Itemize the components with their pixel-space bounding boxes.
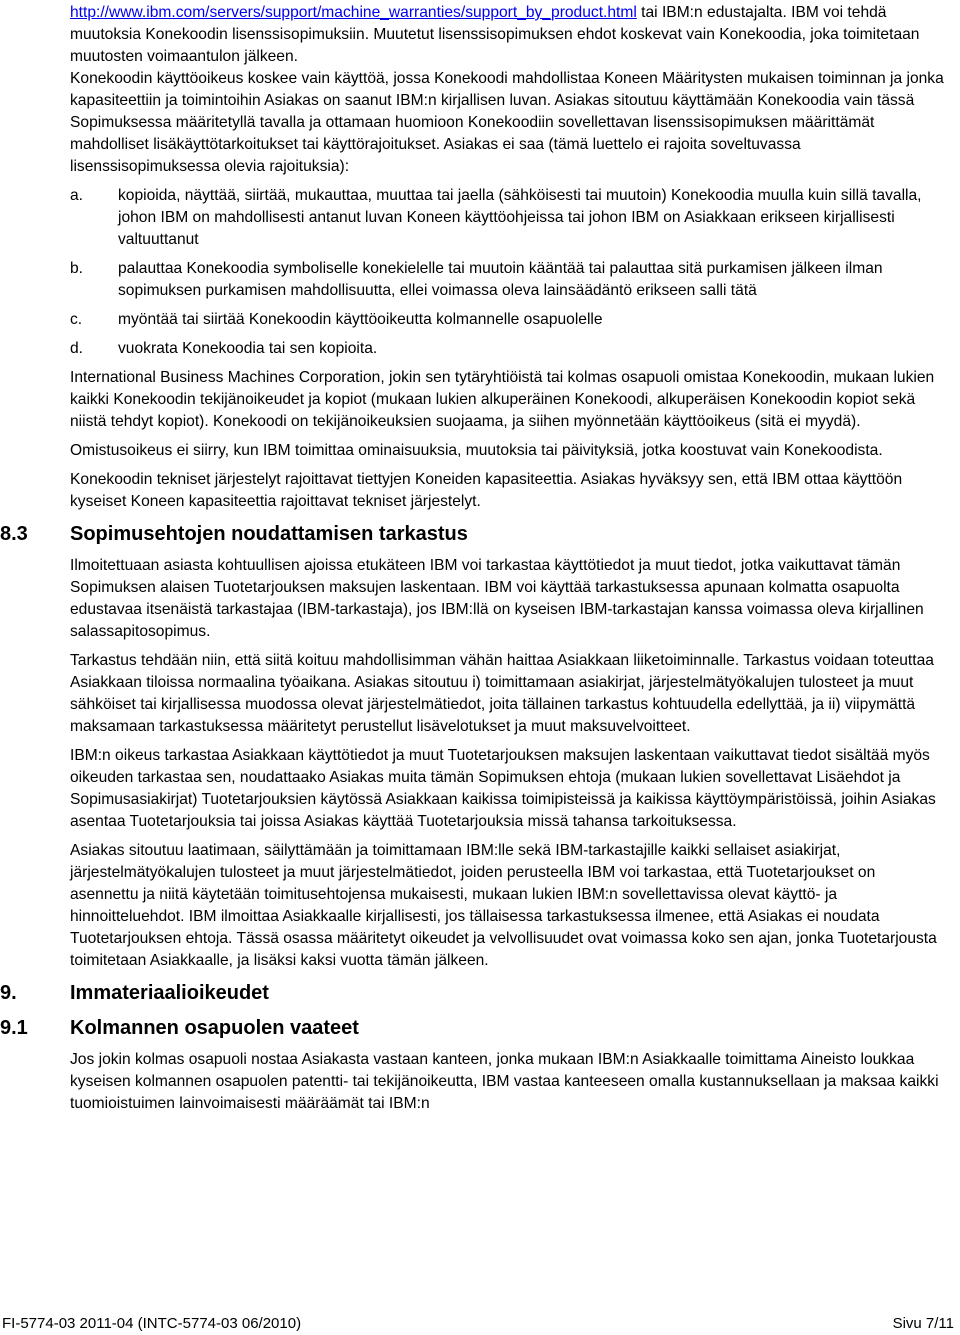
ownership-paragraph: International Business Machines Corporation, jokin sen tytäryhtiöistä tai kolmas osapuoli omistaa Konekoodin, mukaan lukien kaikki Konekoodin tekijänoikeudet ja kopiot (mukaan lukien alkuperäinen Konekoodi, alkuperäisen Konekoodin kopiot sekä niistä tehdyt kopiot). Konekoodi on tekijänoikeuksien suojaama, ja siihen myönnetään käyttöoikeus (sitä ei myydä). <box>70 369 935 430</box>
usage-paragraph: Konekoodin käyttöoikeus koskee vain käyttöä, jossa Konekoodi mahdollistaa Koneen Määritysten mukaisen toiminnan ja jonka kapasiteettiin ja toimintoihin Asiakas on saanut IBM:n kirjallisen luvan. Asiakas sitoutuu käyttämään Konekoodia vain tässä Sopimuksessa määritetyllä tavalla ja ottamaan huomioon Konekoodiin sovellettavan lisenssisopimuksen määrittämät mahdolliset lisäkäyttötarkoitukset tai käyttörajoitukset. Asiakas ei saa (tämä luettelo ei rajoita soveltuvassa lisenssisopimuksessa olevia rajoituksia): <box>70 70 944 175</box>
list-marker: c. <box>70 311 83 328</box>
audit-paragraph: Asiakas sitoutuu laatimaan, säilyttämään ja toimittamaan IBM:lle sekä IBM-tarkastajille kaikki sellaiset asiakirjat, järjestelmätyökalujen tulosteet ja muut järjestelmätiedot, joiden perusteella IBM voi tarkastaa, että Tuotetarjoukset on asennettu ja niitä käytetään toimitusehtojensa mukaisesti, mukaan lukien IBM:n sovellettavissa olevat käyttö- ja hinnoitteluehdot. IBM ilmoittaa Asiakkaalle kirjallisesti, jos tällaisessa tarkastuksessa ilmenee, että Asiakas ei noudata Tuotetarjouksen ehtoja. Tässä osassa määritetyt oikeudet ja velvollisuudet ovat voimassa koko sen ajan, jonka Tuotetarjousta toimitetaan Asiakkaalle, ja lisäksi kaksi vuotta tämän jälkeen. <box>70 842 937 969</box>
list-item-text: myöntää tai siirtää Konekoodin käyttöoikeutta kolmannelle osapuolelle <box>118 311 603 328</box>
page-number: Sivu 7/11 <box>892 1315 954 1332</box>
intro-text: tai IBM:n edustajalta. IBM voi tehdä muutoksia Konekoodin lisenssisopimuksiin. Muutetut lisenssisopimuksen ehdot koskevat vain Konekoodia, joka toimitetaan muutosten voimaantulon jälkeen. <box>70 4 920 65</box>
audit-paragraph: Ilmoitettuaan asiasta kohtuullisen ajoissa etukäteen IBM voi tarkastaa käyttötiedot ja muut tiedot, jotka vaikuttavat tämän Sopimuksen alaisen Tuotetarjouksen maksujen laskentaan. IBM voi käyttää tarkastuksessa apunaan kolmatta osapuolta edustavaa itsenäistä tarkastajaa (IBM-tarkastaja), jos IBM:llä on kyseisen IBM-tarkastajan kanssa voimassa oleva kirjallinen salassapitosopimus. <box>70 557 924 640</box>
section-title: Kolmannen osapuolen vaateet <box>70 1017 359 1039</box>
audit-paragraph: IBM:n oikeus tarkastaa Asiakkaan käyttötiedot ja muut Tuotetarjouksen maksujen laskentaan vaikuttavat tiedot sisältää myös oikeuden tarkastaa sen, noudattaako Asiakas muita tämän Sopimuksen ehtoja (mukaan lukien sovellettavat Lisäehdot ja Sopimusasiakirjat) Tuotetarjouksien käytössä Asiakkaan kaikissa toimipisteissä ja kaikissa käyttöympäristöissä, joihin Asiakas asentaa Tuotetarjouksia tai joissa Asiakas käyttää Tuotetarjouksia missä tahansa tarkoituksessa. <box>70 747 936 830</box>
section-heading-8-3 <box>0 520 948 548</box>
list-marker: b. <box>70 260 84 277</box>
list-item <box>70 185 948 251</box>
warranty-support-link[interactable]: http://www.ibm.com/servers/support/machine_warranties/support_by_product.html <box>70 4 637 21</box>
list-item <box>70 309 948 331</box>
document-body <box>0 2 948 1122</box>
list-item-text: vuokrata Konekoodia tai sen kopioita. <box>118 340 378 357</box>
title-transfer-paragraph: Omistusoikeus ei siirry, kun IBM toimittaa ominaisuuksia, muutoksia tai päivityksiä, jotka koostuvat vain Konekoodista. <box>70 442 883 459</box>
third-party-claims-paragraph: Jos jokin kolmas osapuoli nostaa Asiakasta vastaan kanteen, jonka mukaan IBM:n Asiakkaalle toimittama Aineisto loukkaa kyseisen kolmannen osapuolen patentti- tai tekijänoikeutta, IBM vastaa kanteeseen omalla kustannuksellaan ja maksaa kaikki tuomioistuimen lainvoimaisesti määräämät tai IBM:n <box>70 1051 939 1112</box>
list-marker: d. <box>70 340 84 357</box>
section-heading-9-1 <box>0 1014 948 1042</box>
section-heading-9 <box>0 979 948 1007</box>
page-footer <box>2 1313 954 1335</box>
list-item <box>70 258 948 302</box>
section-number: 9.1 <box>0 1017 28 1039</box>
list-item-text: palauttaa Konekoodia symboliselle konekielelle tai muutoin kääntää tai palauttaa sitä purkamisen jälkeen ilman sopimuksen purkamisen mahdollisuutta, ellei voimassa oleva lainsäädäntö erikseen salli tätä <box>118 260 883 299</box>
technical-restrictions-paragraph: Konekoodin tekniset järjestelyt rajoittavat tiettyjen Koneiden kapasiteettia. Asiakas hyväksyy sen, että IBM ottaa käyttöön kyseiset Koneen kapasiteettia rajoittavat tekniset järjestelyt. <box>70 471 903 510</box>
section-title: Sopimusehtojen noudattamisen tarkastus <box>70 523 468 545</box>
list-item-text: kopioida, näyttää, siirtää, mukauttaa, muuttaa tai jaella (sähköisesti tai muutoin) Konekoodia muulla kuin sillä tavalla, johon IBM on mahdollisesti antanut luvan Koneen käyttöohjeissa tai johon IBM on Asiakkaan erikseen kirjallisesti valtuuttanut <box>118 187 922 248</box>
list-marker: a. <box>70 187 84 204</box>
section-number: 9. <box>0 982 17 1004</box>
list-item <box>70 338 948 360</box>
section-number: 8.3 <box>0 523 28 545</box>
intro-paragraph <box>70 2 948 68</box>
section-title: Immateriaalioikeudet <box>70 982 269 1004</box>
audit-paragraph: Tarkastus tehdään niin, että siitä koituu mahdollisimman vähän haittaa Asiakkaan liiketoiminnalle. Tarkastus voidaan toteuttaa Asiakkaan tiloissa normaalina työaikana. Asiakas sitoutuu i) toimittamaan asiakirjat, järjestelmätyökalujen tulosteet ja muut sähköiset tai kirjallisessa muodossa olevat järjestelmätiedot, joita tällainen tarkastus kohtuudella edellyttää, ja ii) viipymättä maksamaan tarkastuksessa määritetyt perustellut lisävelotukset ja muut maksuvelvoitteet. <box>70 652 934 735</box>
restrictions-list <box>70 185 948 360</box>
document-id: FI-5774-03 2011-04 (INTC-5774-03 06/2010) <box>2 1315 302 1332</box>
